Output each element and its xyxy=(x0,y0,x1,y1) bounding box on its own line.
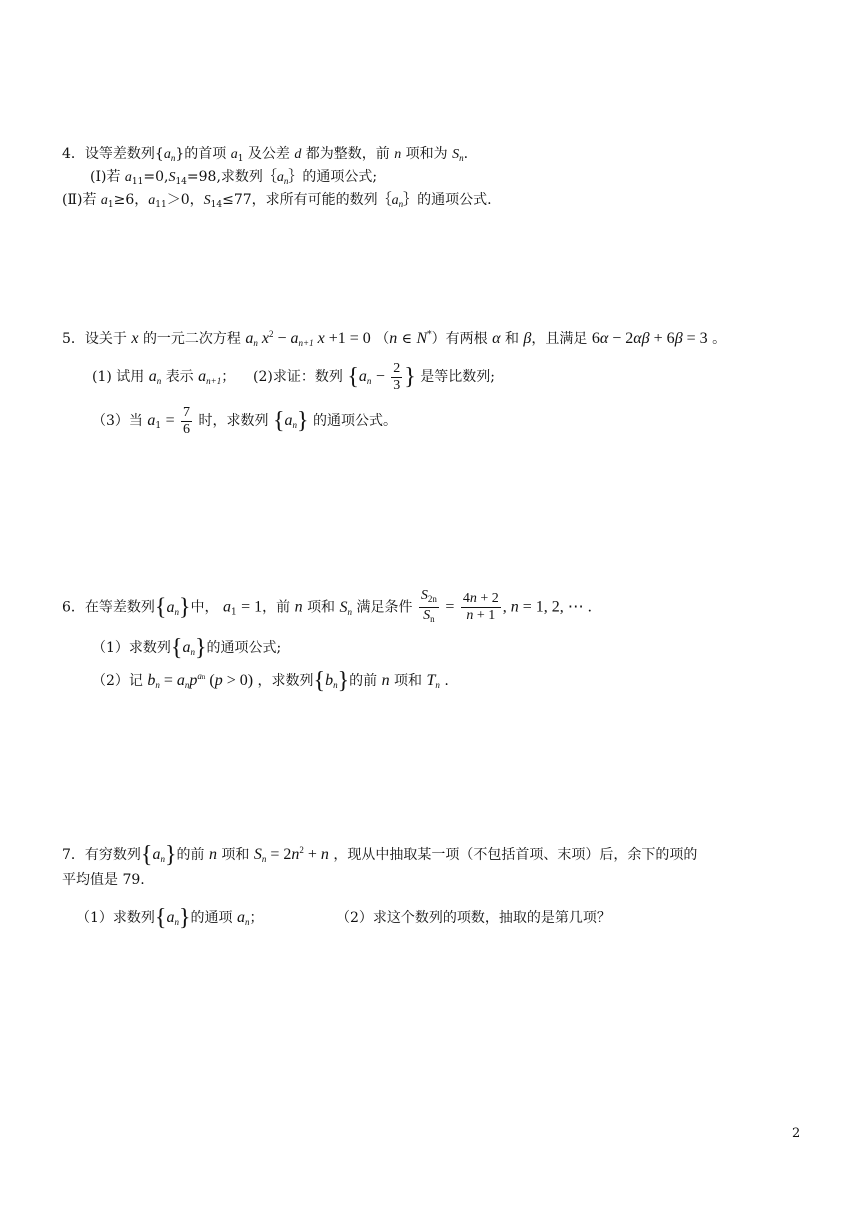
problem-5-parts-1-2: (1) 试用 $a_n$ 表示 $a_{n+1}$； (2)求证：数列 {$a_n$ − $\frac{2}{3}$ } 是等比数列; xyxy=(92,360,495,393)
problem-7-intro: 7．有穷数列$\{a_n\}$的前 n 项和 $S_n = 2n^2 + n$ ，现从中抽取某一项（不包括首项、末项）后，余下的项的 xyxy=(62,842,698,868)
problem-7-part-1: （1）求数列$\{a_n\}$的通项 $a_n$； xyxy=(76,905,264,931)
problem-6-part-1: （1）求数列$\{a_n\}$的通项公式; xyxy=(92,635,282,661)
page-number: 2 xyxy=(792,1126,801,1141)
problem-6-part-2: （2）记 $b_n = a_np^{an}$ (p > 0) ，求数列$\{b_n\}$的前 n 项和 $T_n$ . xyxy=(92,668,449,694)
problem-6-intro: 6．在等差数列$\{a_n\}$中， $a_1 = 1$，前 n 项和 $S_n$ 满足条件 $\frac{S_{2n}}{S_n}$ = $\frac{4n + 2}{n + 1}$ , n = 1, 2, ⋯ . xyxy=(62,588,592,624)
problem-4-part-1: (Ⅰ)若 $a_{11}=0,S_{14}=98$,求数列$\{a_n\}$的通项公式; xyxy=(90,169,378,187)
problem-5-intro: 5．设关于 x 的一元二次方程 $a_n$ $x^2 - a_{n+1}$ x +1 = 0 （n ∈ N*）有两根 α 和 β，且满足 6α − 2αβ + 6β = 3 。 xyxy=(62,329,727,348)
problem-5-part-3: （3）当 $a_1$ = $\frac{7}{6}$ 时，求数列 $\{a_n\}$ 的通项公式。 xyxy=(92,404,397,437)
problem-7-part-2: （2）求这个数列的项数，抽取的是第几项？ xyxy=(336,910,611,926)
problem-4-intro: 4．设等差数列$\{a_n\}$的首项 $a_1$ 及公差 d 都为整数，前 n 项和为 $S_n$. xyxy=(62,146,469,164)
problem-4-part-2: (Ⅱ)若 $a_1\ge 6$，$a_{11}>0$，$S_{14}\le 77$，求所有可能的数列$\{a_n\}$的通项公式. xyxy=(62,192,492,210)
problem-7-intro-continued: 平均值是 79. xyxy=(62,872,145,888)
